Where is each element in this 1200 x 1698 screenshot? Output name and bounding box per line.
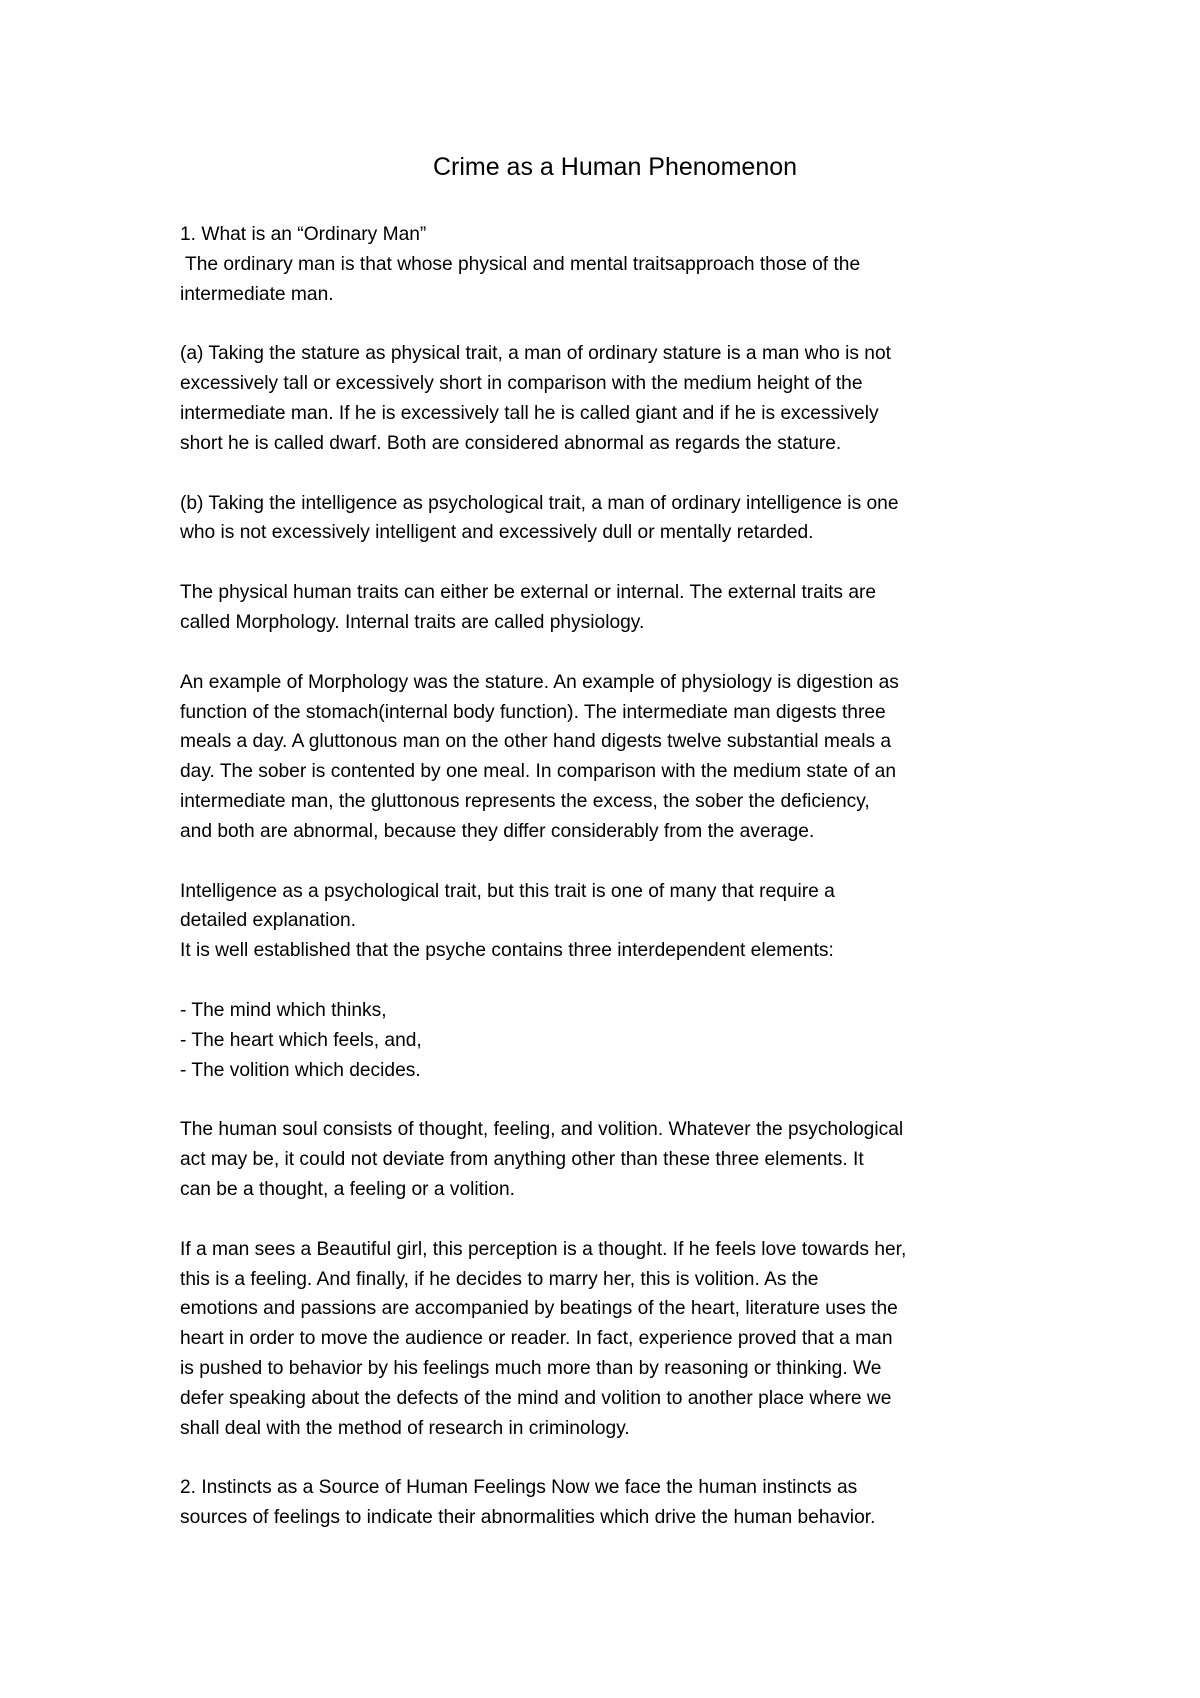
text-line: this is a feeling. And finally, if he decides to marry her, this is volition. As the bbox=[180, 1268, 819, 1290]
text-line: heart in order to move the audience or reader. In fact, experience proved that a man bbox=[180, 1328, 893, 1350]
document-title: Crime as a Human Phenomenon bbox=[432, 153, 798, 181]
text-line: shall deal with the method of research in criminology. bbox=[180, 1417, 630, 1439]
text-line: It is well established that the psyche contains three interdependent elements: bbox=[180, 940, 834, 962]
text-line: act may be, it could not deviate from anything other than these three elements. It bbox=[180, 1149, 864, 1171]
text-line: defer speaking about the defects of the mind and volition to another place where we bbox=[180, 1387, 892, 1409]
text-line: An example of Morphology was the stature. An example of physiology is digestion as bbox=[180, 671, 899, 693]
text-line: The human soul consists of thought, feeling, and volition. Whatever the psychological bbox=[180, 1119, 904, 1141]
psyche-elements-list bbox=[180, 996, 1050, 1085]
text-line: Intelligence as a psychological trait, but this trait is one of many that require a bbox=[180, 880, 835, 902]
list-item: - The volition which decides. bbox=[180, 1059, 421, 1081]
paragraph-b-intelligence bbox=[180, 489, 1050, 549]
text-line: (a) Taking the stature as physical trait, a man of ordinary stature is a man who is not bbox=[180, 343, 891, 365]
paragraph-human-soul bbox=[180, 1115, 1050, 1204]
section-1-heading: 1. What is an “Ordinary Man” bbox=[180, 224, 427, 245]
text-line: and both are abnormal, because they differ considerably from the average. bbox=[180, 820, 815, 842]
document-page bbox=[180, 150, 1050, 1533]
text-line: sources of feelings to indicate their abnormalities which drive the human behavior. bbox=[180, 1507, 876, 1529]
text-line: intermediate man. If he is excessively tall he is called giant and if he is excessively bbox=[180, 402, 879, 424]
paragraph-intelligence-psyche bbox=[180, 877, 1050, 966]
paragraph-physical-traits bbox=[180, 578, 1050, 638]
text-line: detailed explanation. bbox=[180, 910, 357, 932]
text-line: is pushed to behavior by his feelings much more than by reasoning or thinking. We bbox=[180, 1357, 882, 1379]
text-line: function of the stomach(internal body function). The intermediate man digests three bbox=[180, 701, 886, 723]
text-line: short he is called dwarf. Both are considered abnormal as regards the stature. bbox=[180, 432, 842, 454]
text-line: 2. Instincts as a Source of Human Feelings Now we face the human instincts as bbox=[180, 1477, 858, 1499]
paragraph-example-perception bbox=[180, 1235, 1050, 1444]
list-item: - The heart which feels, and, bbox=[180, 1029, 422, 1051]
paragraph-a-stature bbox=[180, 339, 1050, 458]
text-line: The ordinary man is that whose physical and mental traitsapproach those of the bbox=[180, 253, 861, 275]
list-item: - The mind which thinks, bbox=[180, 999, 387, 1021]
text-line: meals a day. A gluttonous man on the other hand digests twelve substantial meals a bbox=[180, 731, 892, 753]
text-line: The physical human traits can either be external or internal. The external traits are bbox=[180, 582, 877, 604]
text-line: (b) Taking the intelligence as psychological trait, a man of ordinary intelligence is one bbox=[180, 492, 899, 514]
paragraph-morphology-example bbox=[180, 668, 1050, 847]
text-line: day. The sober is contented by one meal. In comparison with the medium state of an bbox=[180, 761, 897, 783]
text-line: called Morphology. Internal traits are called physiology. bbox=[180, 611, 645, 633]
text-line: intermediate man, the gluttonous represents the excess, the sober the deficiency, bbox=[180, 790, 870, 812]
text-line: emotions and passions are accompanied by beatings of the heart, literature uses the bbox=[180, 1298, 898, 1320]
text-line: can be a thought, a feeling or a volition. bbox=[180, 1178, 515, 1200]
text-line: excessively tall or excessively short in comparison with the medium height of the bbox=[180, 373, 863, 395]
section-2-instincts bbox=[180, 1473, 1050, 1533]
text-line: intermediate man. bbox=[180, 283, 334, 305]
section-1-ordinary-man bbox=[180, 220, 1050, 309]
text-line: If a man sees a Beautiful girl, this perception is a thought. If he feels love towards her, bbox=[180, 1238, 907, 1260]
text-line: who is not excessively intelligent and excessively dull or mentally retarded. bbox=[180, 522, 814, 544]
